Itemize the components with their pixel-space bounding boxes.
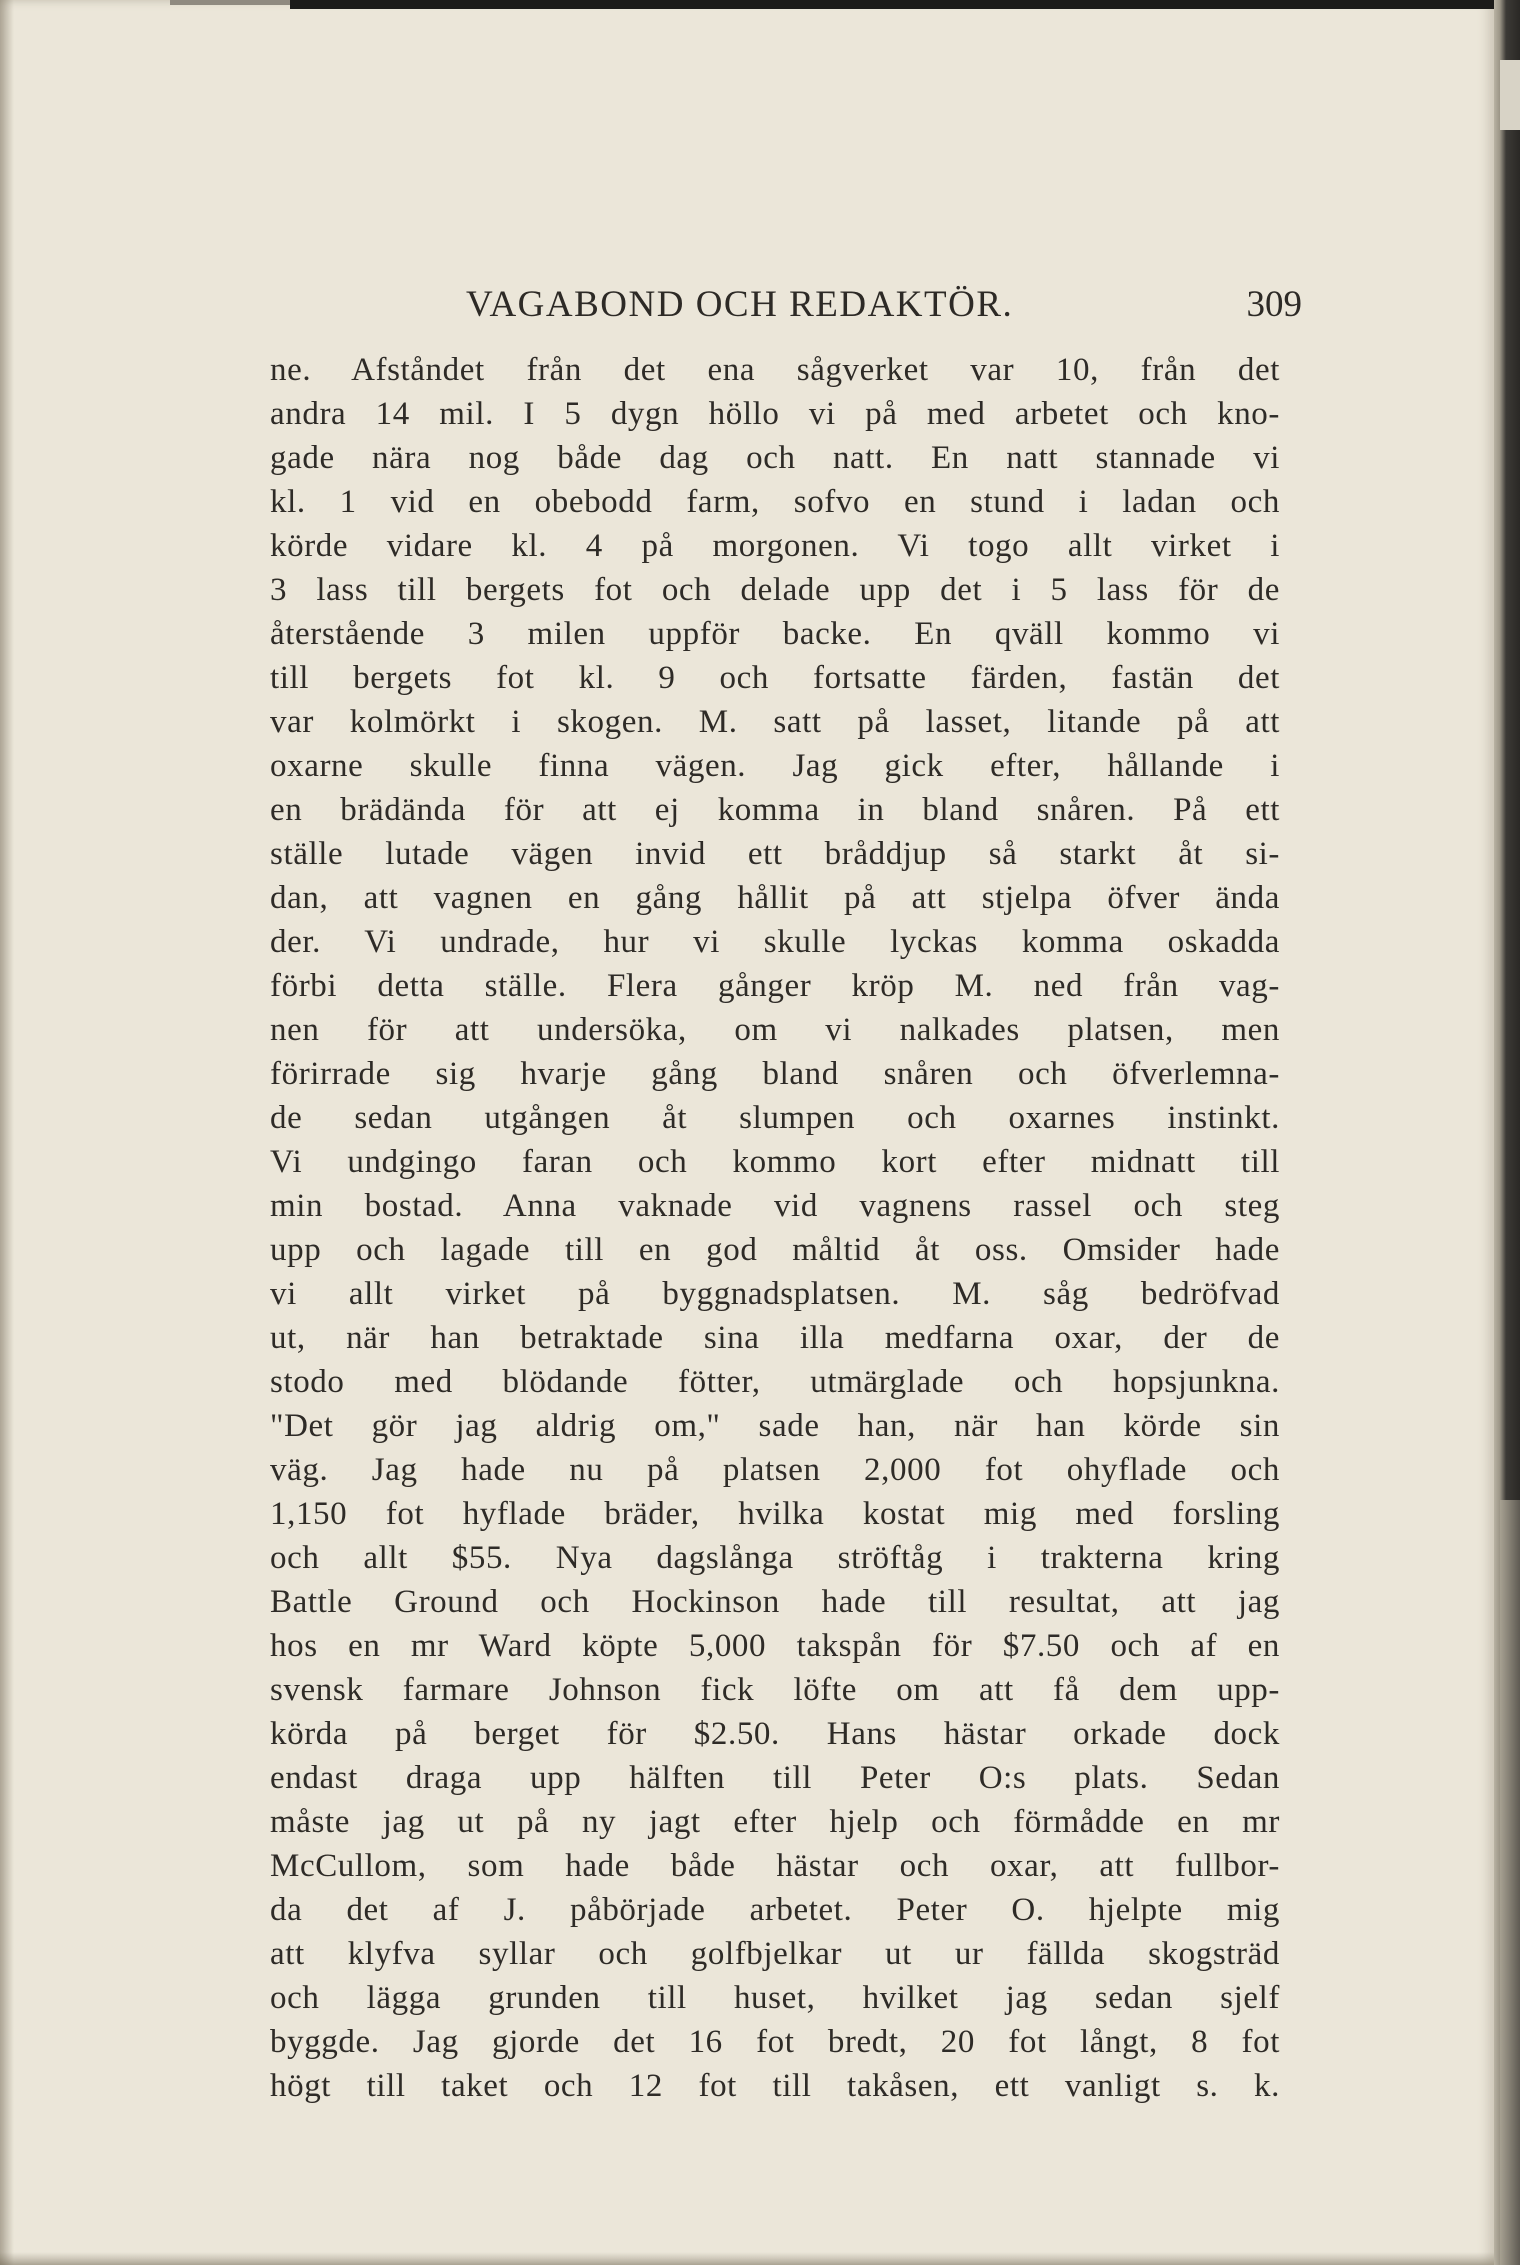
text-line: Battle Ground och Hockinson hade till resultat, att jag	[270, 1584, 1280, 1620]
text-line: förirrade sig hvarje gång bland snåren och öfverlemna-	[270, 1056, 1280, 1092]
text-line: kl. 1 vid en obebodd farm, sofvo en stund i ladan och	[270, 484, 1280, 520]
text-line: en brädända för att ej komma in bland snåren. På ett	[270, 792, 1280, 828]
text-line: "Det gör jag aldrig om," sade han, när han körde sin	[270, 1408, 1280, 1444]
text-line: vi allt virket på byggnadsplatsen. M. såg bedröfvad	[270, 1276, 1280, 1312]
text-line: ne. Afståndet från det ena sågverket var 10, från det	[270, 352, 1280, 388]
text-line: förbi detta ställe. Flera gånger kröp M. ned från vag-	[270, 968, 1280, 1004]
top-edge	[290, 0, 1500, 9]
text-line: 1,150 fot hyflade bräder, hvilka kostat mig med forsling	[270, 1496, 1280, 1532]
text-line: da det af J. påbörjade arbetet. Peter O. hjelpte mig	[270, 1892, 1280, 1928]
text-line: återstående 3 milen uppför backe. En qväll kommo vi	[270, 616, 1280, 652]
page-header	[466, 280, 1302, 330]
page-number: 309	[1246, 284, 1302, 325]
text-line: oxarne skulle finna vägen. Jag gick efter, hållande i	[270, 748, 1280, 784]
text-line: de sedan utgången åt slumpen och oxarnes instinkt.	[270, 1100, 1280, 1136]
text-line: ställe lutade vägen invid ett bråddjup så starkt åt si-	[270, 836, 1280, 872]
text-line: väg. Jag hade nu på platsen 2,000 fot ohyflade och	[270, 1452, 1280, 1488]
text-line: att klyfva syllar och golfbjelkar ut ur fällda skogsträd	[270, 1936, 1280, 1972]
top-edge-fade	[170, 0, 290, 5]
text-line: och allt $55. Nya dagslånga ströftåg i trakterna kring	[270, 1540, 1280, 1576]
text-line: måste jag ut på ny jagt efter hjelp och förmådde en mr	[270, 1804, 1280, 1840]
text-line: der. Vi undrade, hur vi skulle lyckas komma oskadda	[270, 924, 1280, 960]
text-line: endast draga upp hälften till Peter O:s plats. Sedan	[270, 1760, 1280, 1796]
text-line: nen för att undersöka, om vi nalkades platsen, men	[270, 1012, 1280, 1048]
adjacent-page-edge-highlight	[1500, 60, 1520, 130]
bottom-edge	[0, 2252, 1494, 2265]
text-line: McCullom, som hade både hästar och oxar, att fullbor-	[270, 1848, 1280, 1884]
text-line: och lägga grunden till huset, hvilket jag sedan sjelf	[270, 1980, 1280, 2016]
text-line: till bergets fot kl. 9 och fortsatte färden, fastän det	[270, 660, 1280, 696]
text-line: upp och lagade till en god måltid åt oss. Omsider hade	[270, 1232, 1280, 1268]
text-line: ut, när han betraktade sina illa medfarna oxar, der de	[270, 1320, 1280, 1356]
running-title: VAGABOND OCH REDAKTÖR.	[466, 284, 1014, 325]
text-line: Vi undgingo faran och kommo kort efter midnatt till	[270, 1144, 1280, 1180]
page-gutter-shadow	[0, 0, 14, 2265]
text-line: var kolmörkt i skogen. M. satt på lasset, litande på att	[270, 704, 1280, 740]
text-line: andra 14 mil. I 5 dygn höllo vi på med arbetet och kno-	[270, 396, 1280, 432]
body-text	[270, 348, 1280, 2108]
text-line: körde vidare kl. 4 på morgonen. Vi togo allt virket i	[270, 528, 1280, 564]
text-line: dan, att vagnen en gång hållit på att stjelpa öfver ända	[270, 880, 1280, 916]
text-line: högt till taket och 12 fot till takåsen, ett vanligt s. k.	[270, 2068, 1280, 2104]
text-line: 3 lass till bergets fot och delade upp det i 5 lass för de	[270, 572, 1280, 608]
text-line: min bostad. Anna vaknade vid vagnens rassel och steg	[270, 1188, 1280, 1224]
text-line: svensk farmare Johnson fick löfte om att få dem upp-	[270, 1672, 1280, 1708]
adjacent-page-edge-lower	[1500, 1500, 1520, 2265]
text-line: byggde. Jag gjorde det 16 fot bredt, 20 fot långt, 8 fot	[270, 2024, 1280, 2060]
text-line: körda på berget för $2.50. Hans hästar orkade dock	[270, 1716, 1280, 1752]
text-line: hos en mr Ward köpte 5,000 takspån för $7.50 och af en	[270, 1628, 1280, 1664]
text-line: gade nära nog både dag och natt. En natt stannade vi	[270, 440, 1280, 476]
text-line: stodo med blödande fötter, utmärglade och hopsjunkna.	[270, 1364, 1280, 1400]
